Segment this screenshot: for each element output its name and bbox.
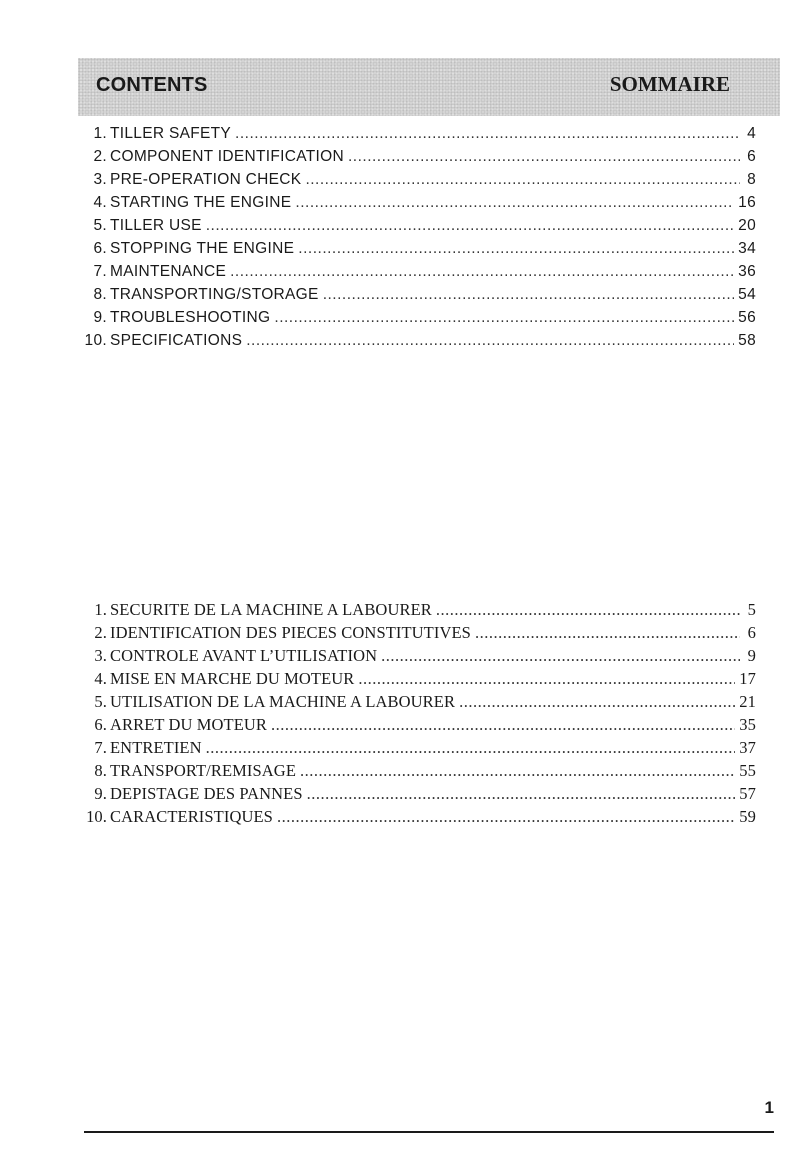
toc-entry-page: 20 xyxy=(738,217,756,234)
dot-leader xyxy=(305,171,740,189)
toc-entry xyxy=(76,738,756,761)
dot-leader xyxy=(358,669,735,689)
dot-leader xyxy=(298,240,734,258)
toc-entry-title: MAINTENANCE xyxy=(110,263,227,280)
dot-leader xyxy=(300,761,735,781)
contents-header-band xyxy=(78,58,780,116)
toc-entry xyxy=(76,784,756,807)
toc-entry xyxy=(76,669,756,692)
toc-entry-number: 6. xyxy=(94,715,107,734)
toc-entry-number: 9. xyxy=(93,309,107,326)
toc-entry-page: 35 xyxy=(739,715,756,734)
toc-entry-number: 7. xyxy=(94,738,107,757)
toc-entry-page: 17 xyxy=(739,669,756,688)
toc-entry-title: CARACTERISTIQUES xyxy=(110,807,273,826)
toc-entry-page: 21 xyxy=(739,692,756,711)
dot-leader xyxy=(271,715,735,735)
toc-entry-number: 4. xyxy=(93,194,107,211)
toc-entry-page: 57 xyxy=(739,784,756,803)
toc-entry-title: TILLER USE xyxy=(110,217,202,234)
dot-leader xyxy=(459,692,735,712)
dot-leader xyxy=(277,807,735,827)
dot-leader xyxy=(295,194,734,212)
toc-entry-number: 1. xyxy=(93,125,107,142)
toc-entry-number: 3. xyxy=(94,646,107,665)
toc-entry-page: 58 xyxy=(738,332,756,349)
dot-leader xyxy=(274,309,734,327)
toc-entry-page: 6 xyxy=(747,623,756,642)
dot-leader xyxy=(206,217,734,235)
toc-entry-page: 37 xyxy=(739,738,756,757)
toc-entry-page: 6 xyxy=(747,148,756,165)
toc-entry xyxy=(76,125,756,148)
toc-entry-page: 5 xyxy=(747,600,756,619)
toc-entry-title: TRANSPORTING/STORAGE xyxy=(110,286,319,303)
dot-leader xyxy=(307,784,736,804)
dot-leader xyxy=(206,738,736,758)
toc-entry-title: TRANSPORT/REMISAGE xyxy=(110,761,296,780)
toc-entry-number: 10. xyxy=(84,332,107,349)
toc-entry-number: 6. xyxy=(93,240,107,257)
toc-entry xyxy=(76,217,756,240)
toc-entry-title: UTILISATION DE LA MACHINE A LABOURER xyxy=(110,692,456,711)
toc-entry-title: ENTRETIEN xyxy=(110,738,202,757)
toc-entry xyxy=(76,148,756,171)
toc-entry xyxy=(76,623,756,646)
toc-entry xyxy=(76,309,756,332)
toc-entry-number: 7. xyxy=(93,263,107,280)
toc-entry-page: 55 xyxy=(739,761,756,780)
dot-leader xyxy=(348,148,740,166)
toc-entry-number: 10. xyxy=(86,807,107,826)
toc-entry-title: TROUBLESHOOTING xyxy=(110,309,271,326)
toc-entry-number: 4. xyxy=(94,669,107,688)
page-number: 1 xyxy=(764,1098,774,1117)
toc-entry xyxy=(76,761,756,784)
toc-english xyxy=(76,125,756,355)
toc-entry-page: 8 xyxy=(747,171,756,188)
dot-leader xyxy=(235,125,740,143)
toc-entry-title: SPECIFICATIONS xyxy=(110,332,243,349)
toc-entry-number: 2. xyxy=(94,623,107,642)
toc-entry-number: 5. xyxy=(93,217,107,234)
toc-entry xyxy=(76,194,756,217)
toc-entry-number: 9. xyxy=(94,784,107,803)
toc-entry-page: 36 xyxy=(738,263,756,280)
toc-entry xyxy=(76,646,756,669)
toc-entry-title: STARTING THE ENGINE xyxy=(110,194,292,211)
toc-entry-page: 16 xyxy=(738,194,756,211)
toc-entry xyxy=(76,240,756,263)
dot-leader xyxy=(475,623,740,643)
toc-entry-title: PRE-OPERATION CHECK xyxy=(110,171,302,188)
contents-title: CONTENTS xyxy=(96,74,208,96)
toc-entry-page: 34 xyxy=(738,240,756,257)
toc-entry-title: COMPONENT IDENTIFICATION xyxy=(110,148,344,165)
footer-rule xyxy=(84,1131,774,1133)
toc-entry-page: 56 xyxy=(738,309,756,326)
toc-entry-page: 59 xyxy=(739,807,756,826)
toc-entry xyxy=(76,263,756,286)
toc-entry-number: 8. xyxy=(93,286,107,303)
toc-entry-title: IDENTIFICATION DES PIECES CONSTITUTIVES xyxy=(110,623,471,642)
toc-french xyxy=(76,600,756,830)
toc-entry-title: TILLER SAFETY xyxy=(110,125,232,142)
toc-entry xyxy=(76,171,756,194)
toc-entry xyxy=(76,715,756,738)
toc-entry-number: 5. xyxy=(94,692,107,711)
toc-entry-title: STOPPING THE ENGINE xyxy=(110,240,295,257)
toc-entry-title: CONTROLE AVANT L’UTILISATION xyxy=(110,646,378,665)
dot-leader xyxy=(323,286,734,304)
toc-entry-number: 3. xyxy=(93,171,107,188)
toc-entry-number: 2. xyxy=(93,148,107,165)
toc-entry-number: 1. xyxy=(94,600,107,619)
toc-entry-page: 54 xyxy=(738,286,756,303)
toc-entry-page: 4 xyxy=(747,125,756,142)
toc-entry xyxy=(76,807,756,830)
toc-entry-title: MISE EN MARCHE DU MOTEUR xyxy=(110,669,355,688)
sommaire-title: SOMMAIRE xyxy=(609,72,730,96)
dot-leader xyxy=(381,646,740,666)
toc-entry-page: 9 xyxy=(747,646,756,665)
toc-entry xyxy=(76,600,756,623)
dot-leader xyxy=(436,600,740,620)
toc-entry xyxy=(76,332,756,355)
toc-entry xyxy=(76,692,756,715)
toc-entry-title: DEPISTAGE DES PANNES xyxy=(110,784,303,803)
toc-entry xyxy=(76,286,756,309)
dot-leader xyxy=(230,263,734,281)
toc-entry-number: 8. xyxy=(94,761,107,780)
toc-entry-title: SECURITE DE LA MACHINE A LABOURER xyxy=(110,600,432,619)
toc-entry-title: ARRET DU MOTEUR xyxy=(110,715,268,734)
dot-leader xyxy=(246,332,734,350)
